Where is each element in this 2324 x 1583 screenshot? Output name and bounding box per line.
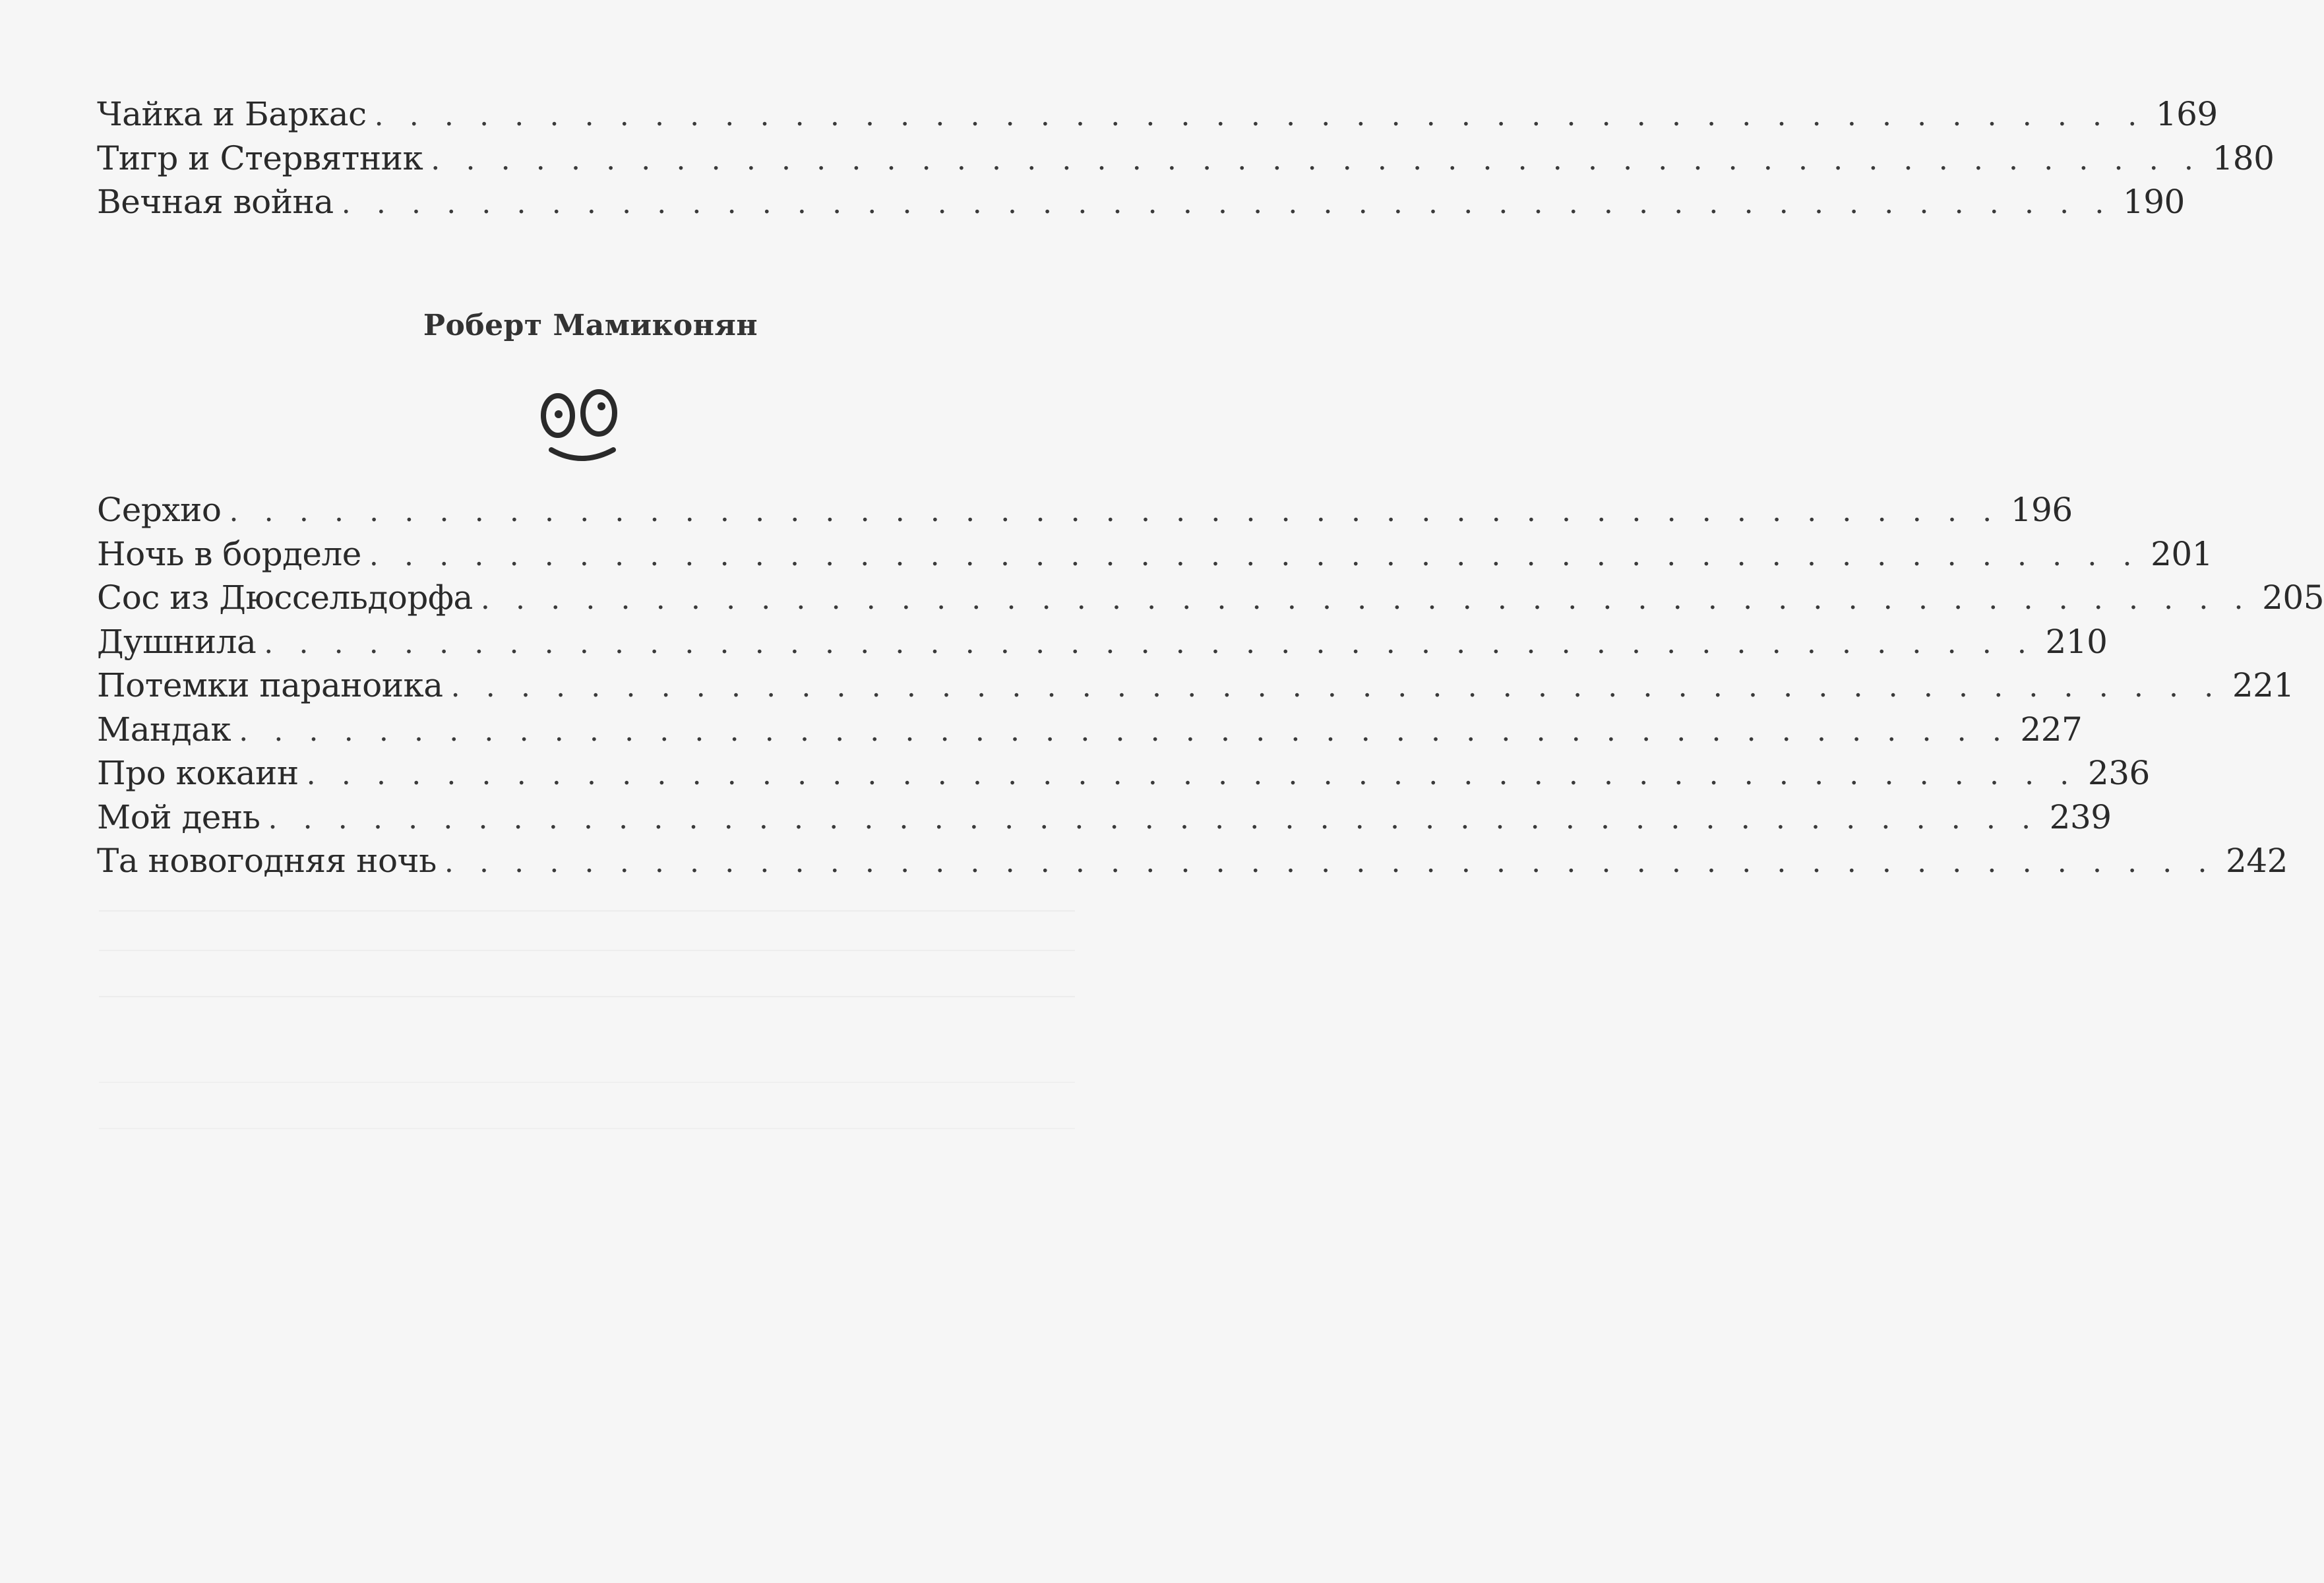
toc-entry[interactable]: [97, 620, 2108, 664]
toc-entry-page: 221: [2232, 666, 2294, 704]
toc-entry[interactable]: [97, 751, 2150, 795]
dot-leader: . . . . . . . . . . . . . . . . . . . . . . . . . . . . . . . . . . . . . . . . . . . . . . . . . . .: [268, 801, 2039, 836]
toc-entry[interactable]: [97, 532, 2213, 576]
toc-entry[interactable]: [97, 488, 2073, 532]
toc-entry-page: 180: [2212, 139, 2275, 177]
dot-leader: . . . . . . . . . . . . . . . . . . . . . . . . . . . . . . . . . . . . . . . . . . . . . . . . . . .: [229, 495, 2000, 528]
toc-entry[interactable]: [97, 137, 2275, 181]
bleed-through-decoration: [99, 950, 1075, 951]
dot-leader: . . . . . . . . . . . . . . . . . . . . . . . . . . . . . . . . . . . . . . . . . . . . . . . . . . .: [341, 187, 2112, 220]
toc-entry-title: Потемки параноика: [97, 666, 443, 704]
toc-list-bottom: [97, 488, 2324, 883]
bleed-through-decoration: [99, 996, 1075, 997]
toc-entry-title: Сос из Дюссельдорфа: [97, 578, 473, 617]
toc-list-top: [97, 92, 2275, 224]
toc-entry-title: Мой день: [97, 797, 260, 836]
toc-entry-page: 239: [2049, 797, 2112, 836]
toc-entry-title: Вечная война: [97, 183, 334, 221]
dot-leader: . . . . . . . . . . . . . . . . . . . . . . . . . . . . . . . . . . . . . . . . . . . . . . . . . . .: [450, 670, 2222, 704]
dot-leader: . . . . . . . . . . . . . . . . . . . . . . . . . . . . . . . . . . . . . . . . . . . . . . . . . . .: [369, 538, 2141, 573]
toc-entry-title: Душнила: [97, 622, 257, 661]
toc-entry-title: Тигр и Стервятник: [97, 139, 423, 177]
toc-entry[interactable]: [97, 664, 2294, 708]
toc-entry-page: 190: [2122, 183, 2185, 221]
toc-entry-page: 242: [2226, 842, 2288, 880]
dot-leader: . . . . . . . . . . . . . . . . . . . . . . . . . . . . . . . . . . . . . . . . . . . . . . . . . . .: [480, 582, 2252, 616]
toc-entry-title: Про кокаин: [97, 754, 299, 792]
dot-leader: . . . . . . . . . . . . . . . . . . . . . . . . . . . . . . . . . . . . . . . . . . . . . . . . . . .: [374, 99, 2145, 133]
toc-entry-page: 196: [2010, 491, 2073, 529]
dot-leader: . . . . . . . . . . . . . . . . . . . . . . . . . . . . . . . . . . . . . . . . . . . . . . . . . . .: [431, 142, 2202, 177]
toc-entry-title: Чайка и Баркас: [97, 95, 367, 133]
toc-entry-page: 205: [2262, 578, 2324, 617]
toc-entry-page: 227: [2020, 710, 2083, 749]
bleed-through-decoration: [99, 910, 1075, 912]
dot-leader: . . . . . . . . . . . . . . . . . . . . . . . . . . . . . . . . . . . . . . . . . . . . . . . . . . .: [444, 846, 2216, 879]
toc-entry-page: 210: [2045, 622, 2108, 661]
toc-entry[interactable]: [97, 839, 2288, 883]
bleed-through-decoration: [99, 1082, 1075, 1083]
toc-entry[interactable]: [97, 576, 2324, 620]
toc-entry-title: Серхио: [97, 491, 222, 529]
toc-entry-page: 236: [2087, 754, 2150, 792]
bleed-through-decoration: [99, 1128, 1075, 1129]
smiley-face-icon: [535, 381, 628, 467]
toc-entry-page: 201: [2151, 534, 2213, 573]
toc-entry-page: 169: [2155, 95, 2218, 133]
toc-entry[interactable]: [97, 180, 2185, 224]
toc-entry-title: Ночь в борделе: [97, 534, 361, 573]
toc-entry-title: Мандак: [97, 710, 231, 749]
dot-leader: . . . . . . . . . . . . . . . . . . . . . . . . . . . . . . . . . . . . . . . . . . . . . . . . . . .: [239, 714, 2010, 748]
toc-entry[interactable]: [97, 708, 2083, 752]
toc-entry[interactable]: [97, 795, 2112, 840]
author-heading: Роберт Мамиконян: [423, 309, 758, 342]
dot-leader: . . . . . . . . . . . . . . . . . . . . . . . . . . . . . . . . . . . . . . . . . . . . . . . . . . .: [264, 626, 2035, 660]
toc-entry-title: Та новогодняя ночь: [97, 842, 437, 880]
toc-entry[interactable]: [97, 92, 2218, 137]
dot-leader: . . . . . . . . . . . . . . . . . . . . . . . . . . . . . . . . . . . . . . . . . . . . . . . . . . .: [306, 758, 2077, 792]
